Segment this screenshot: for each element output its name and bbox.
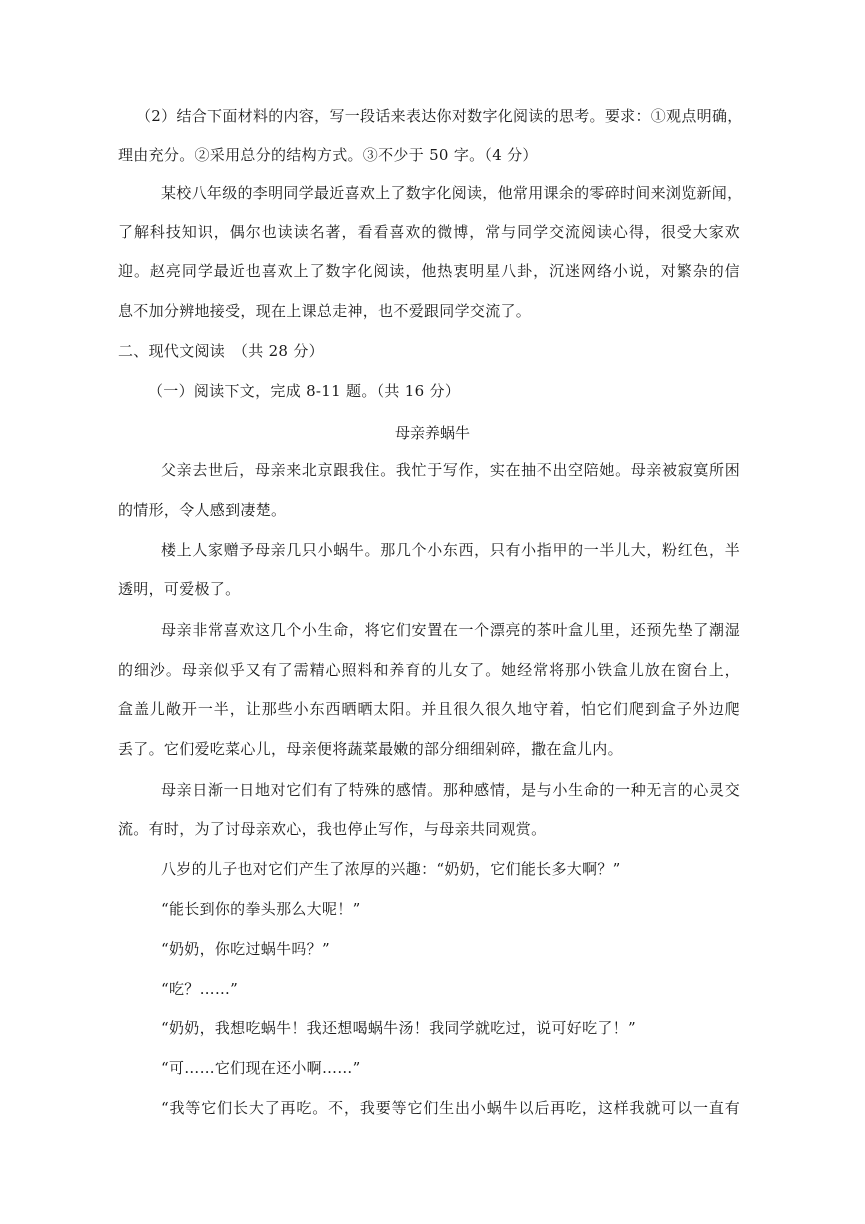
- material-line-2: 了解科技知识，偶尔也读读名著，看看喜欢的微博，常与同学交流阅读心得，很受大家欢: [118, 223, 740, 241]
- dialogue-line-2: “奶奶，你吃过蜗牛吗？”: [161, 940, 330, 958]
- dialogue-line-6: “我等它们长大了再吃。不，我要等它们生出小蜗牛以后再吃，这样我就可以一直有: [161, 1099, 740, 1117]
- subsection-heading: （一）阅读下文，完成 8-11 题。（共 16 分）: [148, 382, 461, 400]
- paragraph-1-line-2: 的情形，令人感到凄楚。: [118, 501, 287, 519]
- material-line-3: 迎。赵亮同学最近也喜欢上了数字化阅读，他热衷明星八卦，沉迷网络小说，对繁杂的信: [118, 262, 740, 280]
- paragraph-4-line-1: 母亲日渐一日地对它们有了特殊的感情。那种感情，是与小生命的一种无言的心灵交: [161, 781, 740, 799]
- dialogue-line-3: “吃？……”: [161, 980, 239, 998]
- question-2-line-1: （2）结合下面材料的内容，写一段话来表达你对数字化阅读的思考。要求：①观点明确，: [136, 107, 743, 125]
- dialogue-line-1: “能长到你的拳头那么大呢！”: [161, 900, 361, 918]
- paragraph-5-line-1: 八岁的儿子也对它们产生了浓厚的兴趣：“奶奶，它们能长多大啊？”: [161, 860, 621, 878]
- paragraph-3-line-4: 丢了。它们爱吃菜心儿，母亲便将蔬菜最嫩的部分细细剁碎，撒在盒儿内。: [118, 740, 623, 758]
- material-line-1: 某校八年级的李明同学最近喜欢上了数字化阅读，他常用课余的零碎时间来浏览新闻，: [161, 184, 743, 202]
- paragraph-3-line-2: 的细沙。母亲似乎又有了需精心照料和养育的儿女了。她经常将那小铁盒儿放在窗台上，: [118, 661, 740, 679]
- paragraph-1-line-1: 父亲去世后，母亲来北京跟我住。我忙于写作，实在抽不出空陪她。母亲被寂寞所困: [161, 461, 740, 479]
- material-line-4: 息不加分辨地接受，现在上课总走神，也不爱跟同学交流了。: [118, 302, 532, 320]
- question-2-line-2: 理由充分。②采用总分的结构方式。③不少于 50 字。（4 分）: [118, 146, 538, 164]
- dialogue-line-4: “奶奶，我想吃蜗牛！我还想喝蜗牛汤！我同学就吃过，说可好吃了！”: [161, 1019, 636, 1037]
- paragraph-3-line-1: 母亲非常喜欢这几个小生命，将它们安置在一个漂亮的茶叶盒儿里，还预先垫了潮湿: [161, 621, 740, 639]
- dialogue-line-5: “可……它们现在还小啊……”: [161, 1059, 361, 1077]
- paragraph-4-line-2: 流。有时，为了讨母亲欢心，我也停止写作，与母亲共同观赏。: [118, 820, 547, 838]
- paragraph-2-line-2: 透明，可爱极了。: [118, 580, 241, 598]
- paragraph-2-line-1: 楼上人家赠予母亲几只小蜗牛。那几个小东西，只有小指甲的一半儿大，粉红色，半: [161, 541, 740, 559]
- article-title: 母亲养蜗牛: [394, 424, 470, 442]
- paragraph-3-line-3: 盒盖儿敞开一半，让那些小东西晒晒太阳。并且很久很久地守着，怕它们爬到盒子外边爬: [118, 700, 740, 718]
- section-heading: 二、现代文阅读 （共 28 分）: [118, 342, 324, 360]
